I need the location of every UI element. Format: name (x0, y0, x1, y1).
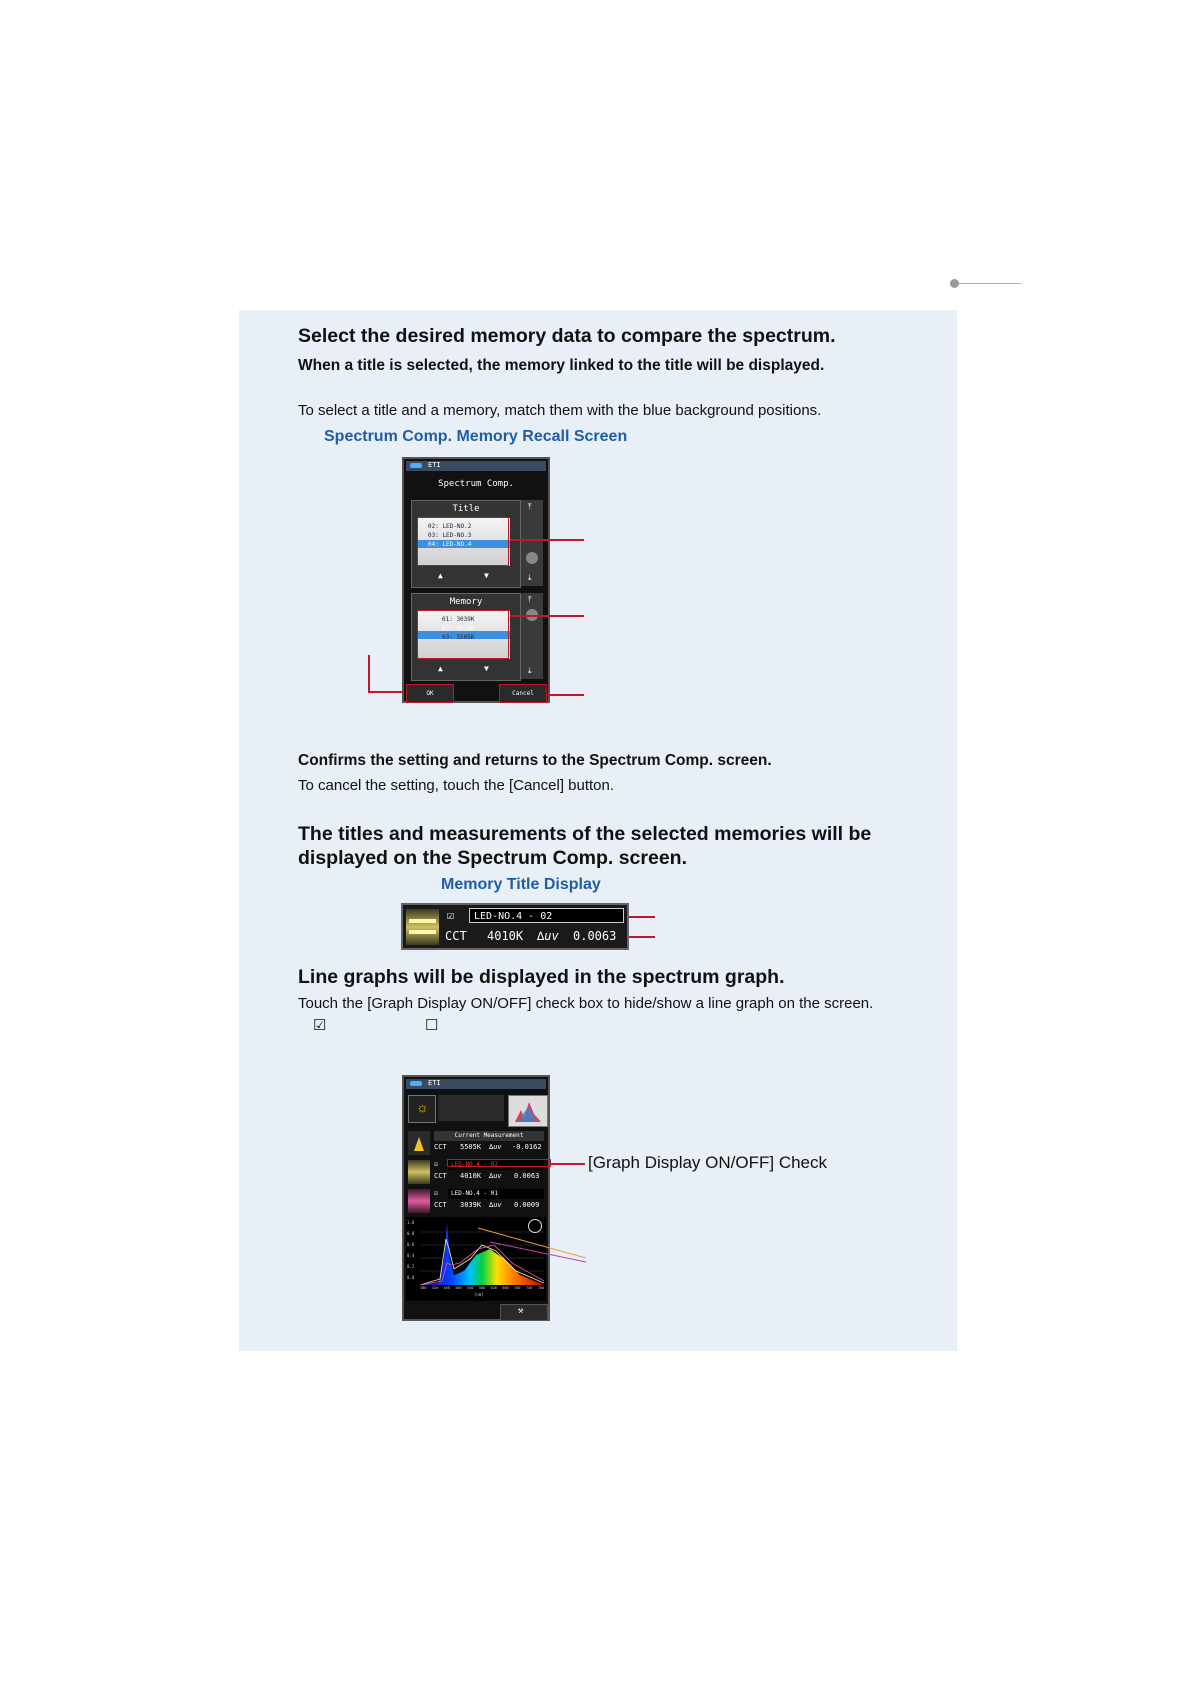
title-list-item[interactable]: 02: LED-NO.2 (428, 523, 472, 530)
row-title: LED-NO.4 - 02 (448, 1160, 544, 1170)
cancel-button[interactable]: Cancel (499, 684, 547, 703)
title-down-arrow-icon[interactable]: ▼ (484, 571, 489, 580)
spectrum-comp-screen (402, 1075, 550, 1321)
memory-down-arrow-icon[interactable]: ▼ (484, 664, 489, 673)
memory-label: Memory (449, 597, 483, 607)
title-scrollbar[interactable] (521, 500, 543, 586)
memory-up-arrow-icon[interactable]: ▲ (438, 664, 443, 673)
memory-list-highlight-box (417, 610, 509, 659)
spectrum-mode-button[interactable] (508, 1095, 548, 1127)
wrench-icon: ⚒ (518, 1306, 524, 1316)
title-top-icon[interactable]: ⤒ (528, 502, 532, 511)
title-display-callout-line-1 (629, 916, 655, 918)
y-tick-labels: 1.0 0.8 0.6 0.4 0.2 0.0 (407, 1220, 415, 1280)
section3-heading: Line graphs will be displayed in the spectrum graph. (298, 966, 785, 988)
memory-scrollbar[interactable] (521, 593, 543, 679)
ok-callout-line-horizontal (368, 691, 404, 693)
cct-label: CCT (445, 929, 467, 943)
swatch-yellow (406, 909, 439, 945)
title-scroll-knob[interactable] (526, 552, 538, 564)
memory-bottom-icon[interactable]: ⤓ (528, 666, 532, 675)
memory-list-item[interactable]: 03: 5505K (442, 634, 475, 641)
recall-screen-header: Spectrum Comp. (438, 479, 514, 489)
section1-subheading: When a title is selected, the memory linked to the title will be displayed. (298, 357, 825, 374)
page-marker-line (955, 283, 1021, 284)
row-duv-label: ∆uv (489, 1143, 502, 1151)
row-cct-label: CCT (434, 1172, 447, 1180)
spectrum-graph-icon (509, 1096, 547, 1126)
row-cct-label: CCT (434, 1201, 447, 1209)
title-label: Title (452, 504, 480, 514)
duv-label: ∆uv (537, 929, 559, 943)
row-title: Current Measurement (434, 1131, 544, 1141)
title-display-caption: Memory Title Display (441, 876, 601, 893)
cct-value: 4010K (487, 929, 524, 943)
graph-display-checkbox[interactable]: ☑ (447, 908, 455, 922)
row-duv-value: 0.0063 (514, 1172, 540, 1180)
row-cct-value: 5505K (460, 1143, 482, 1151)
memory-callout-line (510, 615, 584, 617)
x-tick-labels: 380 420 460 500 540 580 620 660 700 740 780 (420, 1286, 544, 1290)
battery-icon (410, 463, 422, 468)
recall-screen-caption: Spectrum Comp. Memory Recall Screen (324, 428, 628, 445)
row-cct-label: CCT (434, 1143, 447, 1151)
memory-recall-screen (402, 457, 550, 703)
memory-list-item[interactable]: 01: 3039K (442, 616, 475, 623)
title-display-callout-line-2 (629, 936, 655, 938)
title-list-item[interactable]: 04: LED-NO.4 (428, 541, 472, 548)
checkbox-checked-icon: ☑ (313, 1017, 327, 1034)
memory-title-display (401, 903, 629, 950)
memory-list-item[interactable]: 02: 4010K (442, 625, 475, 632)
row-title: LED-NO.4 - 01 (448, 1189, 544, 1199)
current-spectrum-icon (408, 1131, 430, 1155)
swatch-yellow (408, 1160, 430, 1184)
row-duv-label: ∆uv (489, 1201, 502, 1209)
section3-instruction: Touch the [Graph Display ON/OFF] check box to hide/show a line graph on the screen. (298, 995, 874, 1012)
row-duv-label: ∆uv (489, 1172, 502, 1180)
title-up-arrow-icon[interactable]: ▲ (438, 571, 443, 580)
section1-instruction: To select a title and a memory, match them with the blue background positions. (298, 402, 822, 419)
row-cct-value: 3039K (460, 1201, 482, 1209)
memory-top-icon[interactable]: ⤒ (528, 595, 532, 604)
cancel-callout-line (548, 694, 584, 696)
status-bar (406, 1079, 546, 1089)
confirm-heading: Confirms the setting and returns to the Spectrum Comp. screen. (298, 752, 772, 769)
title-bottom-icon[interactable]: ⤓ (528, 573, 532, 582)
light-source-button[interactable] (408, 1095, 436, 1123)
status-label: ETI (428, 461, 441, 469)
ok-callout-line-vertical (368, 655, 370, 692)
checkbox-highlight-box (447, 1159, 551, 1167)
comparison-row (406, 1129, 546, 1157)
confirm-note: To cancel the setting, touch the [Cancel] button. (298, 777, 615, 794)
checkbox-unchecked-icon: ☐ (425, 1017, 439, 1034)
graph-display-checkbox[interactable]: ☑ (434, 1160, 439, 1168)
status-label: ETI (428, 1079, 441, 1087)
title-callout-line (510, 539, 584, 541)
graph-display-checkbox[interactable]: ☑ (434, 1189, 439, 1197)
sun-icon: ☼ (416, 1099, 429, 1115)
title-list-highlight-box (417, 517, 509, 566)
row-cct-value: 4010K (460, 1172, 482, 1180)
section2-heading-line1: The titles and measurements of the selected memories will be (298, 823, 872, 845)
battery-icon (410, 1081, 422, 1086)
section1-heading: Select the desired memory data to compare the spectrum. (298, 325, 836, 347)
page-marker-dot (950, 279, 959, 288)
row-duv-value: 0.0009 (514, 1201, 540, 1209)
ok-button[interactable]: OK (406, 684, 454, 703)
settings-button[interactable] (500, 1304, 548, 1321)
x-unit-label: [nm] (474, 1292, 484, 1297)
row-duv-value: -0.0162 (512, 1143, 542, 1151)
checkbox-callout-label: [Graph Display ON/OFF] Check (588, 1153, 828, 1172)
comparison-row (406, 1187, 546, 1215)
graph-line-arrows (470, 1220, 590, 1265)
section2-heading-line2: displayed on the Spectrum Comp. screen. (298, 847, 688, 869)
title-list-item[interactable]: 03: LED-NO.3 (428, 532, 472, 539)
swatch-pink (408, 1189, 430, 1213)
duv-value: 0.0063 (573, 929, 617, 943)
memory-title-value: LED-NO.4 - 02 (469, 908, 624, 923)
checkbox-callout-line (551, 1163, 585, 1165)
status-bar (406, 461, 546, 471)
